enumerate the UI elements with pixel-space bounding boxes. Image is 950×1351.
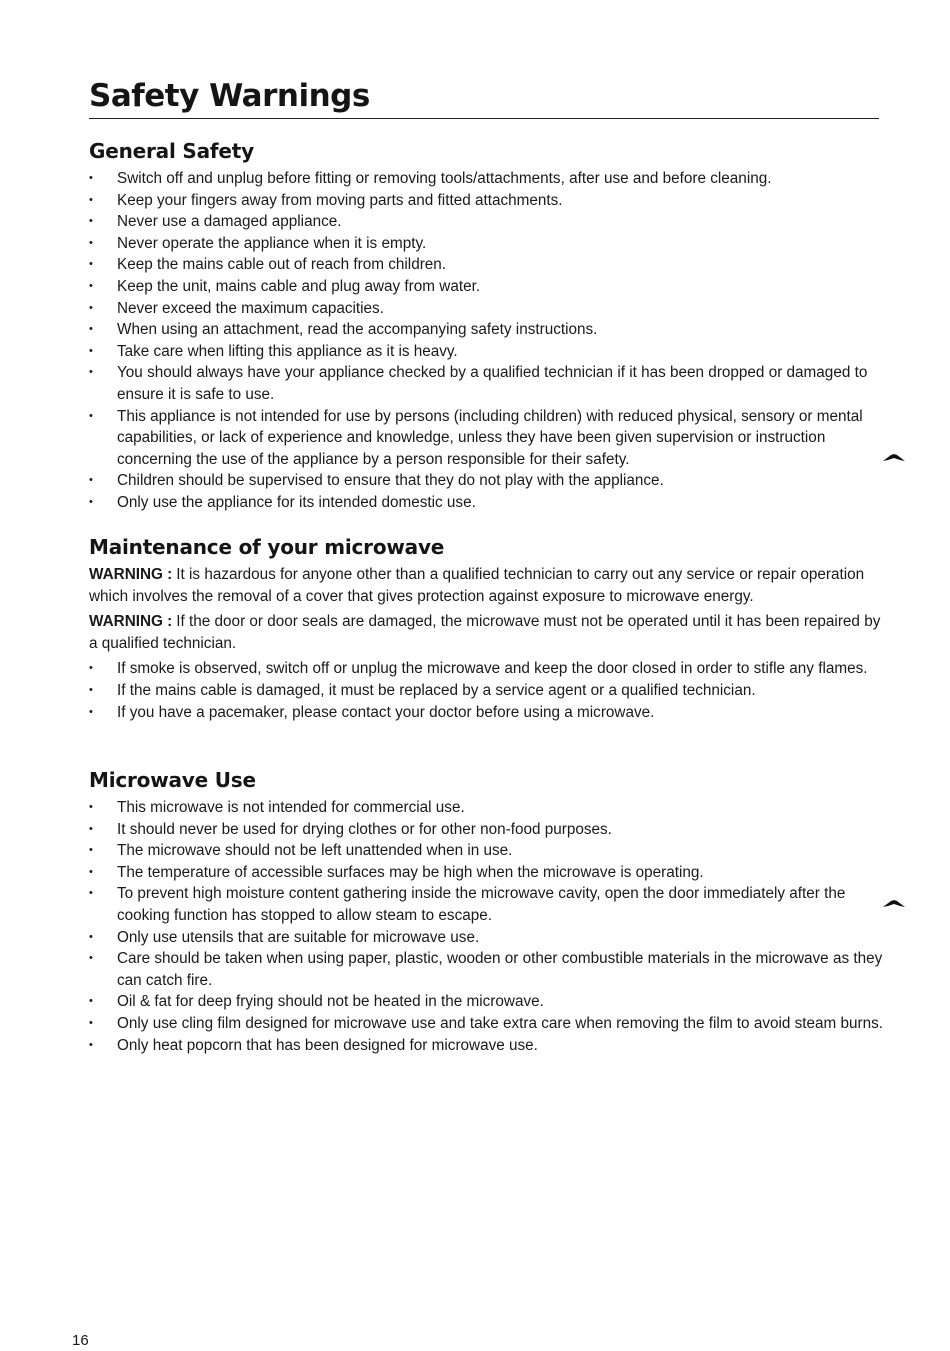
list-item: • The microwave should not be left unattended when in use. <box>89 840 889 862</box>
maintenance-section <box>89 532 889 723</box>
list-item: • Keep the mains cable out of reach from children. <box>89 254 889 276</box>
list-item: • Oil & fat for deep frying should not be heated in the microwave. <box>89 991 889 1013</box>
list-item: • Never operate the appliance when it is empty. <box>89 233 889 255</box>
section-heading-maintenance: Maintenance of your microwave <box>89 535 445 559</box>
list-item: • If smoke is observed, switch off or unplug the microwave and keep the door closed in order to stifle any flames. <box>89 658 889 680</box>
warning-text: It is hazardous for anyone other than a qualified technician to carry out any service or repair operation which involves the removal of a cover that gives protection against exposure to microwave energy. <box>89 566 865 605</box>
margin-mark-icon <box>882 452 906 462</box>
section-heading-microwave-use: Microwave Use <box>89 768 256 792</box>
title-divider <box>89 118 879 119</box>
list-item: • Only use utensils that are suitable for microwave use. <box>89 927 889 949</box>
list-item: • When using an attachment, read the accompanying safety instructions. <box>89 319 889 341</box>
list-item: • Only use cling film designed for microwave use and take extra care when removing the film to avoid steam burns. <box>89 1013 889 1035</box>
list-item: • Keep your fingers away from moving parts and fitted attachments. <box>89 190 889 212</box>
list-item: • You should always have your appliance checked by a qualified technician if it has been dropped or damaged to ensure it is safe to use. <box>89 362 889 405</box>
list-item: • This microwave is not intended for commercial use. <box>89 797 889 819</box>
general-safety-section <box>89 136 889 514</box>
list-item: • Care should be taken when using paper, plastic, wooden or other combustible materials in the microwave as they can catch fire. <box>89 948 889 991</box>
list-item: • Never exceed the maximum capacities. <box>89 298 889 320</box>
list-item: • Only heat popcorn that has been designed for microwave use. <box>89 1035 889 1057</box>
list-item: • Keep the unit, mains cable and plug away from water. <box>89 276 889 298</box>
page-title: Safety Warnings <box>89 78 370 114</box>
list-item: • Switch off and unplug before fitting or removing tools/attachments, after use and before cleaning. <box>89 168 889 190</box>
list-item: • It should never be used for drying clothes or for other non-food purposes. <box>89 819 889 841</box>
margin-mark-icon <box>882 898 906 908</box>
list-item: • Children should be supervised to ensure that they do not play with the appliance. <box>89 470 889 492</box>
list-item: • This appliance is not intended for use by persons (including children) with reduced physical, sensory or mental capabilities, or lack of experience and knowledge, unless they have been given supervision or instruction concerning the use of the appliance by a person responsible for their safety. <box>89 406 889 471</box>
list-item: • Take care when lifting this appliance as it is heavy. <box>89 341 889 363</box>
microwave-use-section <box>89 765 889 1056</box>
list-item: • If the mains cable is damaged, it must be replaced by a service agent or a qualified technician. <box>89 680 889 702</box>
list-item: • If you have a pacemaker, please contact your doctor before using a microwave. <box>89 702 889 724</box>
general-safety-list <box>89 168 889 514</box>
maintenance-list <box>89 658 889 723</box>
microwave-use-list <box>89 797 889 1056</box>
list-item: • The temperature of accessible surfaces may be high when the microwave is operating. <box>89 862 889 884</box>
warning-paragraph <box>89 564 889 607</box>
warning-paragraph <box>89 611 889 654</box>
warning-text: If the door or door seals are damaged, the microwave must not be operated until it has been repaired by a qualified technician. <box>89 613 881 652</box>
warning-label: WARNING : <box>89 613 173 631</box>
page-number: 16 <box>72 1332 89 1349</box>
list-item: • Never use a damaged appliance. <box>89 211 889 233</box>
section-heading-general-safety: General Safety <box>89 139 254 163</box>
warning-label: WARNING : <box>89 566 173 583</box>
list-item: • To prevent high moisture content gathering inside the microwave cavity, open the door immediately after the cooking function has stopped to allow steam to escape. <box>89 883 889 926</box>
list-item: • Only use the appliance for its intended domestic use. <box>89 492 889 514</box>
